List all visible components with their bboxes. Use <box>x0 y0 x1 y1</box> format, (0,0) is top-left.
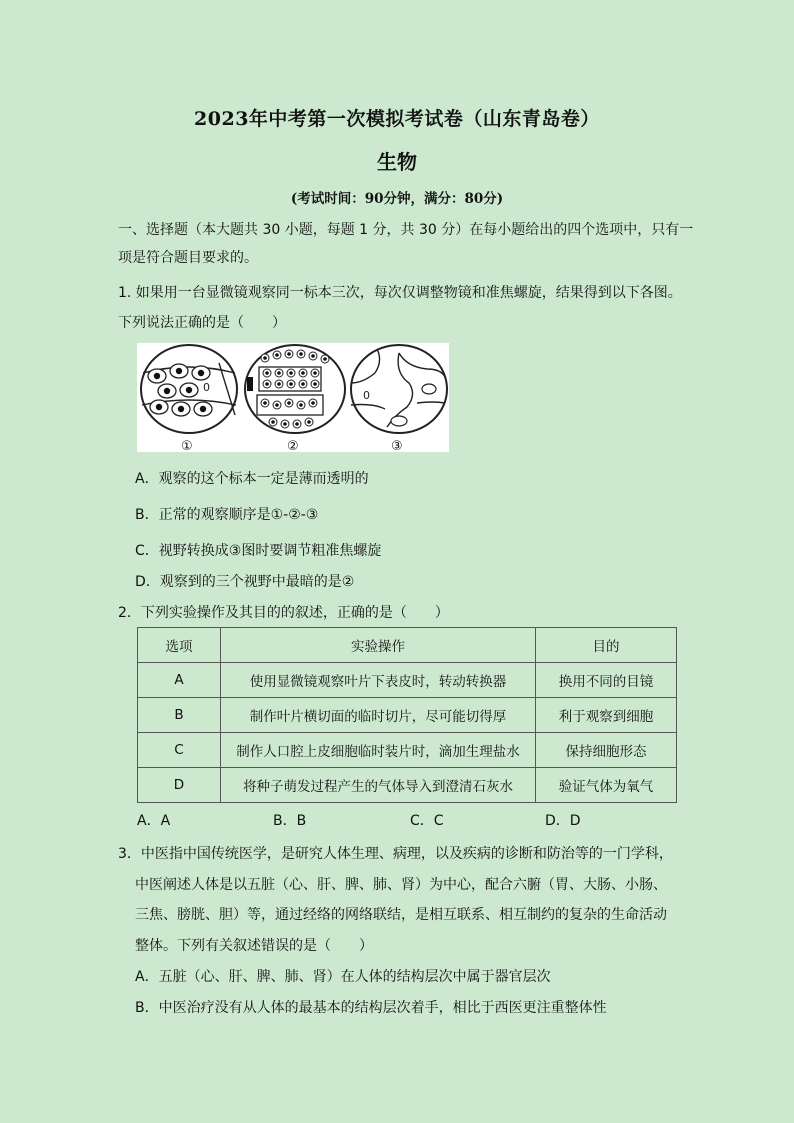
view-3 <box>351 345 447 433</box>
q1-option-c: C．视野转换成③图时要调节粗准焦螺旋 <box>135 543 382 559</box>
figure-label-3: ③ <box>391 439 403 452</box>
table-row <box>138 698 677 733</box>
table-cell: 将种子萌发过程产生的气体导入到澄清石灰水 <box>221 768 536 803</box>
table-cell: C <box>138 733 221 768</box>
table-header-row <box>138 628 677 663</box>
table-cell: 制作人口腔上皮细胞临时装片时，滴加生理盐水 <box>221 733 536 768</box>
table-cell: 验证气体为氧气 <box>536 768 677 803</box>
section-instructions-line1: 一、选择题（本大题共 30 小题，每题 1 分，共 30 分）在每小题给出的四个选项中，只有一 <box>118 222 694 238</box>
exam-meta: (考试时间：90分钟，满分：80分) <box>290 191 504 207</box>
table-row <box>138 768 677 803</box>
page-title: 2023年中考第一次模拟考试卷（山东青岛卷） <box>194 108 600 130</box>
table-row <box>138 733 677 768</box>
table-cell: A <box>138 663 221 698</box>
table-cell: B <box>138 698 221 733</box>
q3-stem-line1: 3．中医指中国传统医学，是研究人体生理、病理，以及疾病的诊断和防治等的一门学科， <box>118 846 673 862</box>
q2-experiment-table <box>137 627 677 803</box>
subject-title: 生物 <box>377 150 417 174</box>
q3-option-a: A．五脏（心、肝、脾、肺、肾）在人体的结构层次中属于器官层次 <box>135 969 551 985</box>
q2-stem: 2．下列实验操作及其目的的叙述，正确的是（ ） <box>118 605 449 621</box>
q3-stem-line2: 中医阐述人体是以五脏（心、肝、脾、肺、肾）为中心，配合六腑（胃、大肠、小肠、 <box>135 877 667 893</box>
table-header: 选项 <box>138 628 221 663</box>
q1-option-b: B．正常的观察顺序是①-②-③ <box>135 507 319 523</box>
table-cell: D <box>138 768 221 803</box>
view-3-mark: 0 <box>363 389 370 402</box>
q2-answer-c: C．C <box>410 813 444 829</box>
view-1 <box>141 345 237 433</box>
q1-option-d: D．观察到的三个视野中最暗的是② <box>135 574 355 590</box>
table-cell: 换用不同的目镜 <box>536 663 677 698</box>
microscope-figure <box>137 343 449 452</box>
q3-option-b: B．中医治疗没有从人体的最基本的结构层次着手，相比于西医更注重整体性 <box>135 1000 607 1016</box>
table-cell: 制作叶片横切面的临时切片，尽可能切得厚 <box>221 698 536 733</box>
q1-stem-line2: 下列说法正确的是（ ） <box>118 315 286 331</box>
table-header: 目的 <box>536 628 677 663</box>
q2-answer-b: B．B <box>273 813 307 829</box>
table-row <box>138 663 677 698</box>
section-instructions-line2: 项是符合题目要求的。 <box>118 250 258 266</box>
microscope-views-svg <box>137 343 449 452</box>
q2-answer-d: D．D <box>545 813 581 829</box>
q3-stem-line4: 整体。下列有关叙述错误的是（ ） <box>135 938 373 954</box>
view-2 <box>245 345 345 433</box>
q2-answer-a: A．A <box>137 813 171 829</box>
view-1-mark: 0 <box>203 381 210 394</box>
q3-stem-line3: 三焦、膀胱、胆）等，通过经络的网络联结，是相互联系、相互制约的复杂的生命活动 <box>135 907 667 923</box>
table-cell: 使用显微镜观察叶片下表皮时，转动转换器 <box>221 663 536 698</box>
figure-label-2: ② <box>287 439 299 452</box>
table-cell: 保持细胞形态 <box>536 733 677 768</box>
table-cell: 利于观察到细胞 <box>536 698 677 733</box>
table-header: 实验操作 <box>221 628 536 663</box>
figure-label-1: ① <box>181 439 193 452</box>
q1-option-a: A．观察的这个标本一定是薄而透明的 <box>135 471 369 487</box>
q1-stem-line1: 1. 如果用一台显微镜观察同一标本三次，每次仅调整物镜和准焦螺旋，结果得到以下各图。 <box>118 285 682 301</box>
